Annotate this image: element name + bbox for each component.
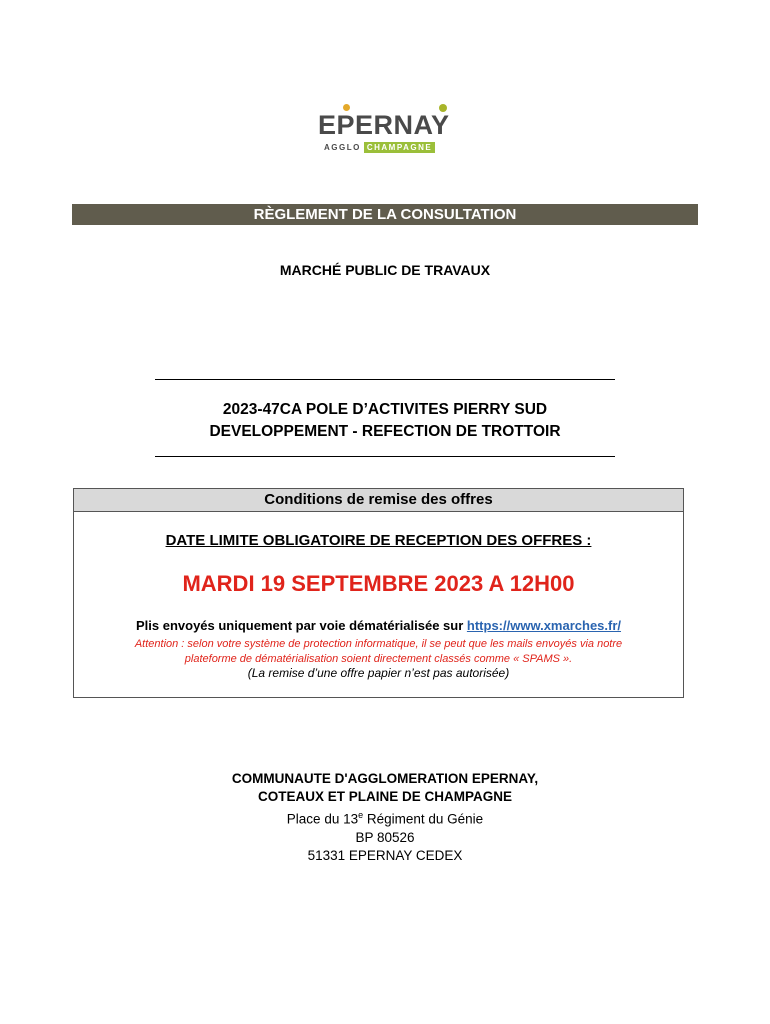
org-bp: BP 80526 <box>355 829 415 845</box>
logo-champagne: CHAMPAGNE <box>364 142 435 153</box>
divider-bottom <box>155 456 615 457</box>
deadline-date: MARDI 19 SEPTEMBRE 2023 A 12H00 <box>182 571 575 596</box>
project-title <box>0 399 770 443</box>
org-name-line2: COTEAUX ET PLAINE DE CHAMPAGNE <box>257 789 512 804</box>
organization-address <box>0 770 770 865</box>
project-title-line1: 2023-47CA POLE D’ACTIVITES PIERRY SUD <box>222 401 548 418</box>
project-title-line2: DEVELOPPEMENT - REFECTION DE TROTTOIR <box>209 423 561 440</box>
org-street-suffix: Régiment du Génie <box>363 811 484 827</box>
logo-subline <box>324 142 435 153</box>
conditions-header: Conditions de remise des offres <box>74 489 683 512</box>
deadline-label: DATE LIMITE OBLIGATOIRE DE RECEPTION DES OFFRES : <box>165 532 592 549</box>
epernay-logo <box>318 104 448 154</box>
spam-warning <box>74 637 683 667</box>
logo-agglo: AGGLO <box>324 143 361 152</box>
submission-instructions <box>74 618 683 633</box>
paper-not-allowed-note: (La remise d’une offre papier n’est pas autorisée) <box>247 666 510 680</box>
org-street-prefix: Place du 13 <box>286 811 359 827</box>
conditions-box <box>73 488 684 698</box>
xmarches-link[interactable]: https://www.xmarches.fr/ <box>466 618 622 633</box>
org-street-sup: e <box>358 810 364 820</box>
divider-top <box>155 379 615 380</box>
document-title-banner: RÈGLEMENT DE LA CONSULTATION <box>72 204 698 225</box>
spam-warning-line2: plateforme de dématérialisation soient directement classés comme « SPAMS ». <box>184 653 573 665</box>
spam-warning-line1: Attention : selon votre système de protection informatique, il se peut que les mails envoyés via notre <box>134 638 623 650</box>
document-subtitle: MARCHÉ PUBLIC DE TRAVAUX <box>279 262 491 278</box>
org-city: 51331 EPERNAY CEDEX <box>307 847 463 863</box>
org-street <box>0 806 770 829</box>
submission-text: Plis envoyés uniquement par voie dématérialisée sur <box>135 618 467 633</box>
logo-wordmark: EPERNAY <box>318 110 450 140</box>
org-name-line1: COMMUNAUTE D'AGGLOMERATION EPERNAY, <box>231 771 539 786</box>
